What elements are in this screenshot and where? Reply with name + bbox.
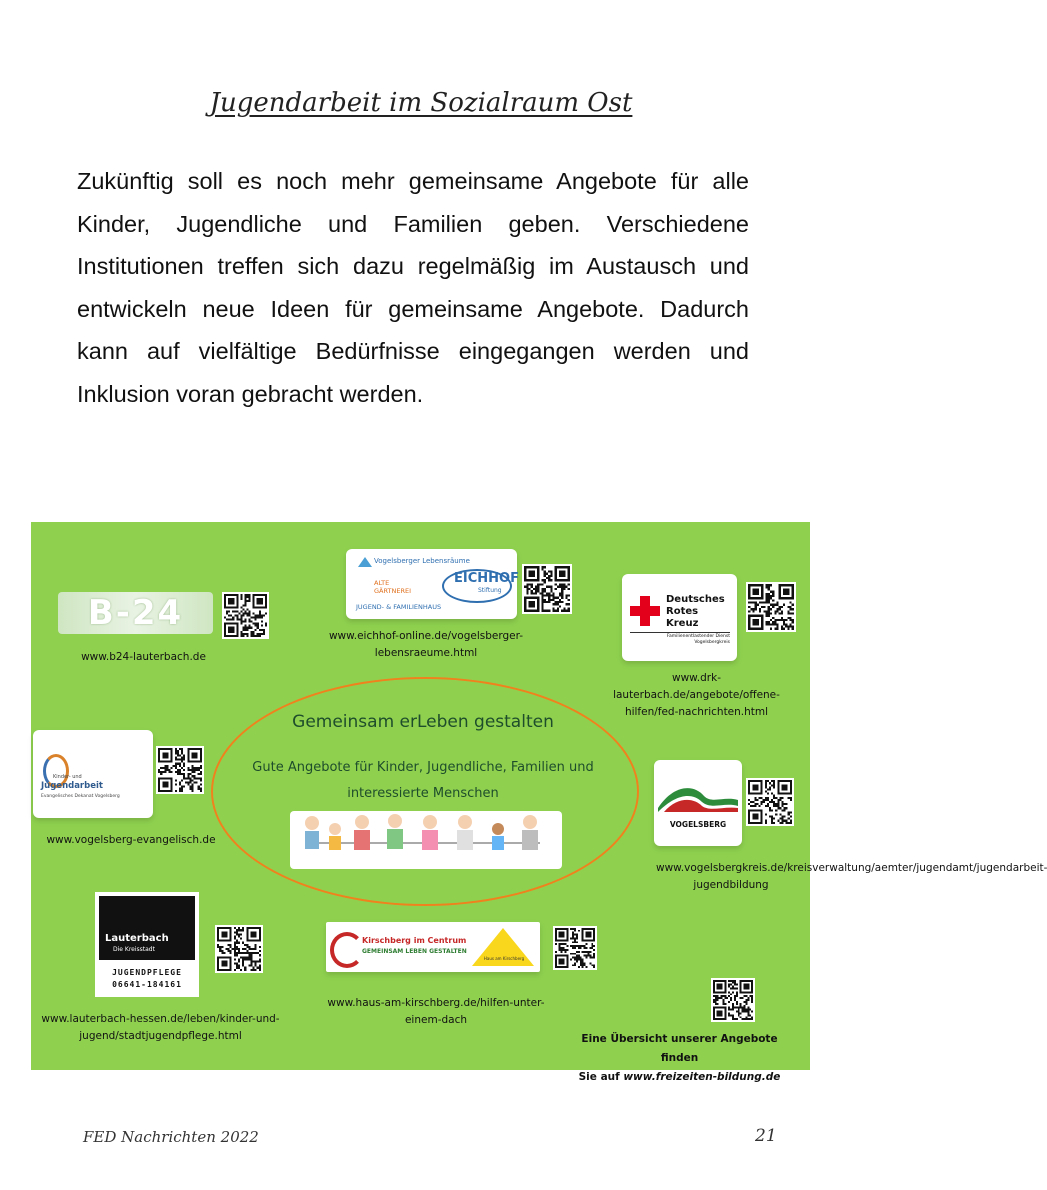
footer-publication: FED Nachrichten 2022 [83,1128,259,1146]
drk-logo-sub: Familienentlastender Dienst Vogelsbergkreis [630,632,730,646]
eichhof-logo [346,549,517,619]
overview-link[interactable]: www.freizeiten-bildung.de [623,1071,781,1083]
kirschberg-badge-text: Haus am Kirschberg [483,956,525,961]
lauterbach-url[interactable]: www.lauterbach-hessen.de/leben/kinder-und-jugend/stadtjugendpflege.html [41,1013,280,1042]
lauterbach-logo-line2: Die Kreisstadt [113,946,155,953]
overview-line2 [561,1068,798,1087]
eichhof-qr-code[interactable] [522,564,572,614]
intro-paragraph: Zukünftig soll es noch mehr gemeinsame Angebote für alle Kinder, Jugendliche und Familien geben. Verschiedene Institutionen treffen sich dazu regelmäßig im Austausch und entwickeln neue Ideen für gemeinsame Angebote. Dadurch kann auf vielfältige Bedürfnisse eingegangen werden und Inklusion voran gebracht werden. [77,168,749,407]
drk-logo-line1: Deutsches [666,594,725,605]
kirschberg-url[interactable]: www.haus-am-kirschberg.de/hilfen-unter-einem-dach [327,997,545,1026]
evangelisch-logo-line3: Evangelisches Dekanat Vogelsberg [41,794,120,799]
red-cross-icon [630,596,660,626]
b24-logo [58,592,213,634]
kirschberg-logo [326,922,540,972]
drk-url[interactable]: www.drk-lauterbach.de/angebote/offene-hilfen/fed-nachrichten.html [613,672,780,718]
vogelsberg-logo-text: VOGELSBERG [669,820,727,829]
lauterbach-emblem [99,896,195,960]
evangelisch-url[interactable]: www.vogelsberg-evangelisch.de [46,834,216,846]
overview-note [561,1030,798,1087]
evangelisch-logo-line1: Kinder- und [53,774,82,780]
drk-logo [622,574,737,661]
children-holding-hands-icon [290,811,562,869]
evangelisch-qr-code[interactable] [156,746,204,794]
b24-url[interactable]: www.b24-lauterbach.de [81,651,206,663]
overview-line1: Eine Übersicht unserer Angebote finden [581,1033,778,1064]
eichhof-url[interactable]: www.eichhof-online.de/vogelsberger-lebensraeume.html [328,630,524,659]
overview-qr-code[interactable] [711,978,755,1022]
lauterbach-logo-phone: 06641-184161 [112,980,182,989]
kirschberg-qr-code[interactable] [553,926,597,970]
center-subtitle: Gute Angebote für Kinder, Jugendliche, Familien und interessierte Menschen [252,760,594,801]
eichhof-mountain-icon [358,557,372,567]
drk-logo-line2: Rotes [666,606,699,617]
lauterbach-qr-code[interactable] [215,925,263,973]
lauterbach-logo [95,892,199,997]
partner-panel [31,522,1047,1083]
drk-qr-code[interactable] [746,582,796,632]
evangelisch-logo [33,730,153,818]
eichhof-brand-sub: Stiftung [478,587,502,594]
eichhof-brand: EICHHOF [454,571,519,586]
kirschberg-logo-line1: Kirschberg im Centrum [362,936,467,945]
vogelsberg-url[interactable]: www.vogelsbergkreis.de/kreisverwaltung/aemter/jugendamt/jugendarbeit-jugendbildung [656,862,1047,891]
center-title: Gemeinsam erLeben gestalten [292,712,554,732]
drk-logo-line3: Kreuz [666,618,699,629]
footer-page-number: 21 [755,1126,777,1146]
kirschberg-cherry-icon [330,932,364,968]
vogelsberg-wave-icon [654,776,742,816]
eichhof-logo-line2: ALTE GÄRTNEREI [374,579,412,595]
children-illustration [290,811,562,869]
b24-logo-text: B-24 [87,593,184,633]
evangelisch-logo-line2: Jugendarbeit [41,781,103,791]
page-title: Jugendarbeit im Sozialraum Ost [209,88,633,118]
b24-qr-code[interactable] [222,592,269,639]
eichhof-logo-line1: Vogelsberger Lebensräume [374,557,470,565]
kirschberg-logo-line2: GEMEINSAM LEBEN GESTALTEN [362,948,467,955]
eichhof-logo-line3: JUGEND- & FAMILIENHAUS [356,603,442,611]
lauterbach-logo-line3: JUGENDPFLEGE [112,968,182,977]
vogelsberg-logo [654,760,742,846]
vogelsberg-qr-code[interactable] [746,778,794,826]
overview-line2-prefix: Sie auf [578,1071,624,1083]
lauterbach-logo-line1: Lauterbach [105,933,169,944]
